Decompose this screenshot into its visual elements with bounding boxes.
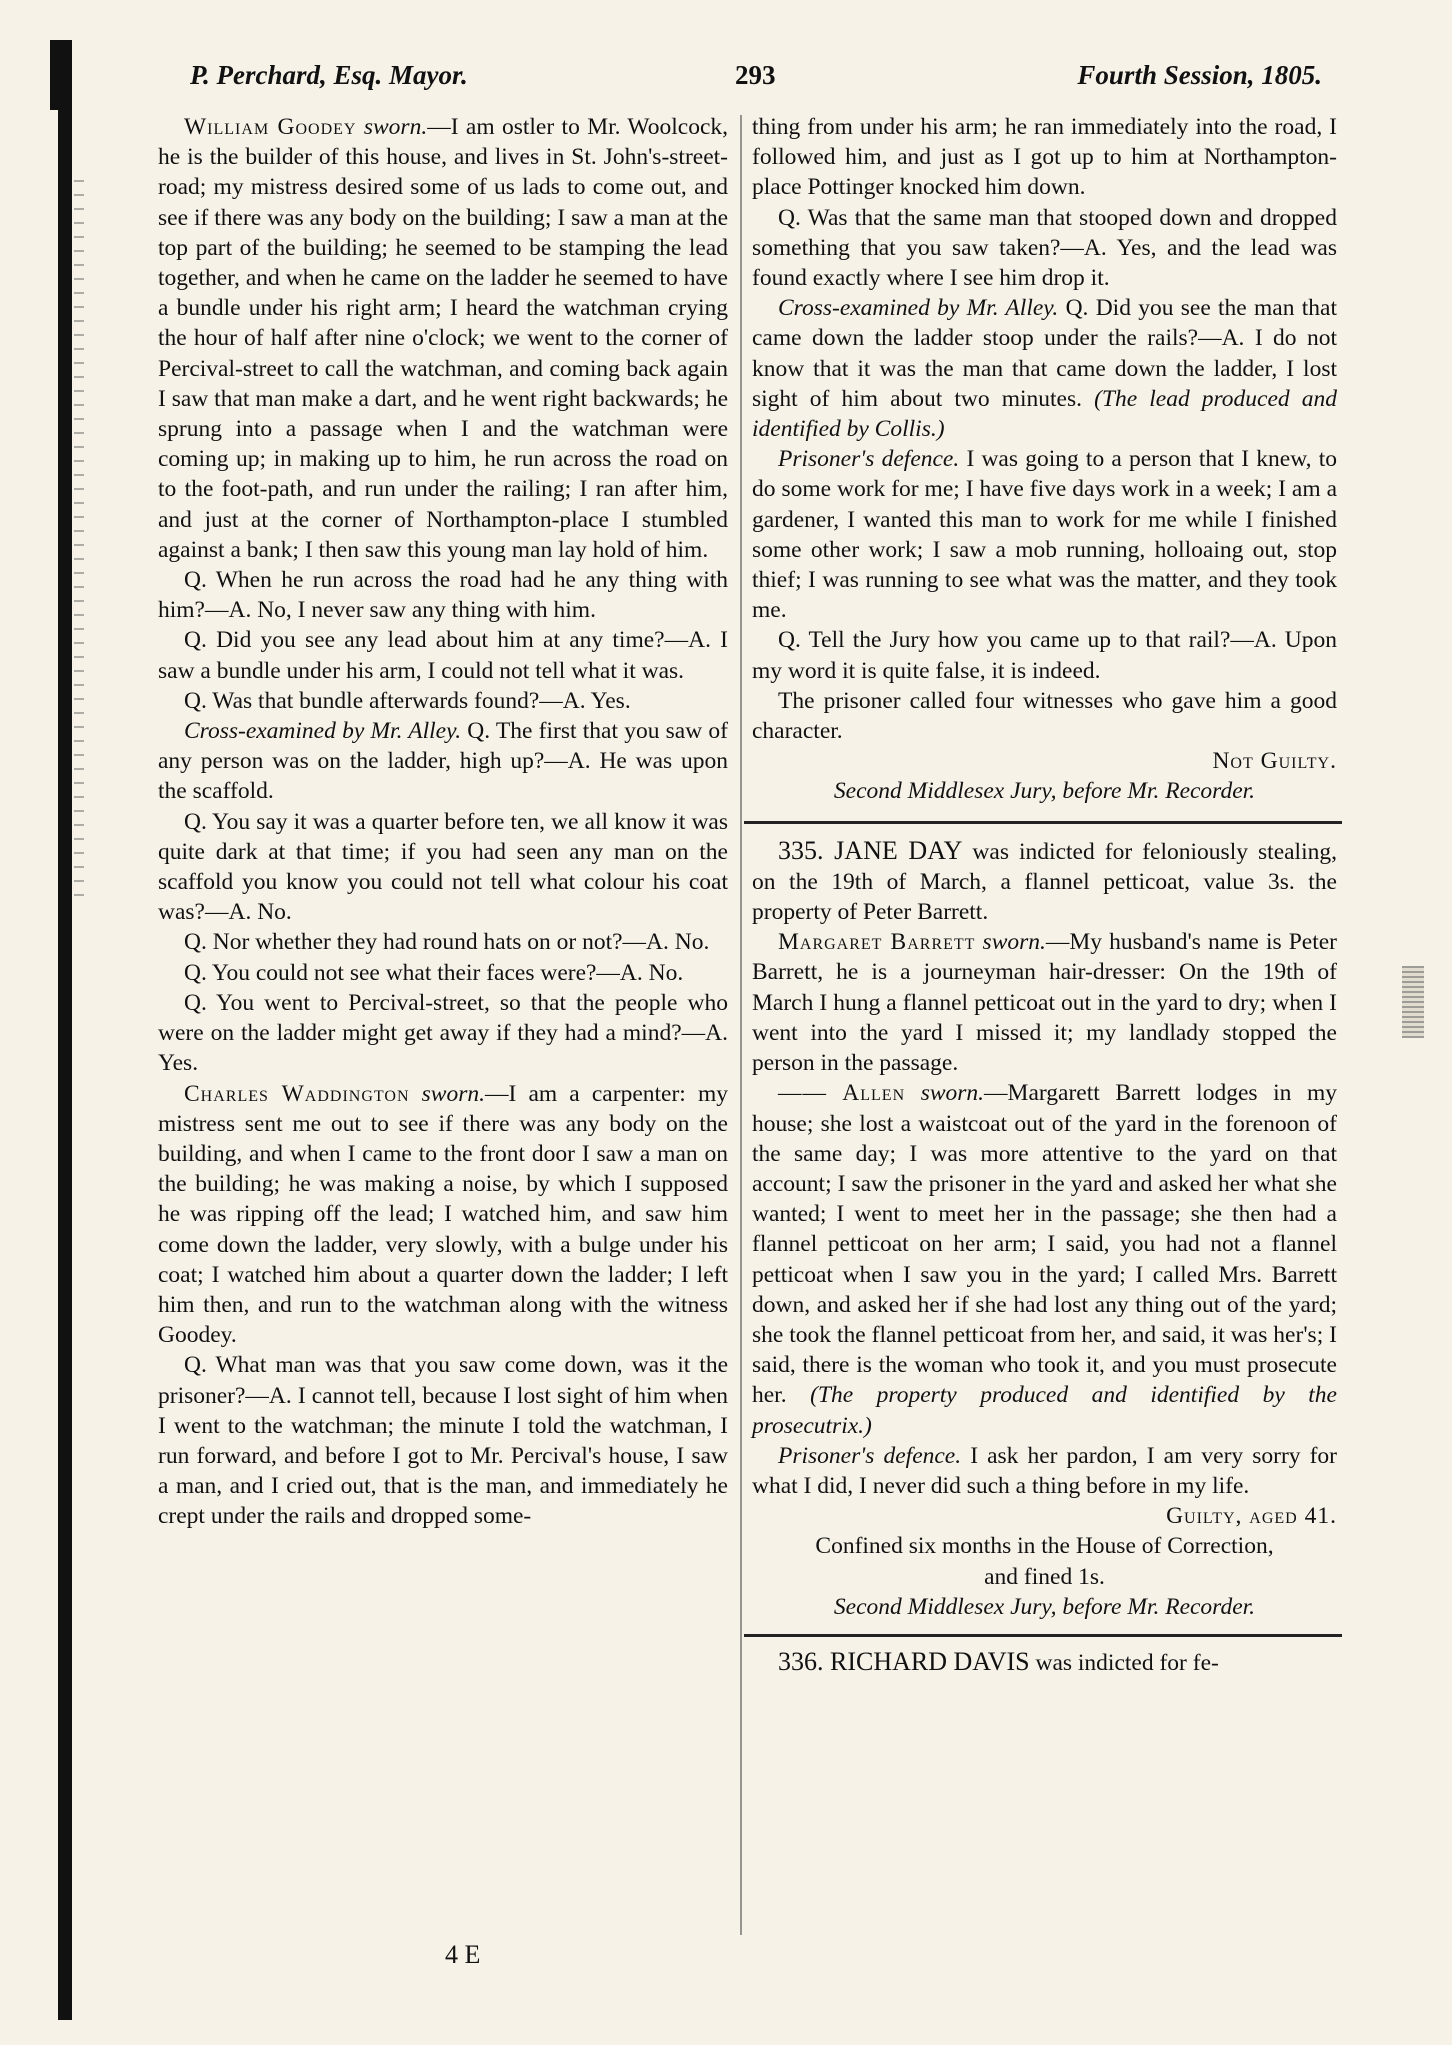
testimony-text: Q. The first that you saw of any person was on the ladder, high up?—A. He was upon the scaffold. bbox=[158, 718, 728, 805]
left-paragraph bbox=[158, 958, 728, 988]
witness-name: —— Allen bbox=[778, 1080, 906, 1107]
testimony-text: Q. What man was that you saw come down, was it the prisoner?—A. I cannot tell, because I lost sight of him when I went to the watchman; the minute I told the watchman, I run forward, and before I got to Mr. Percival's house, I saw a man, and I cried out, that is the man, and immediately he crept under the rails and dropped some- bbox=[158, 1352, 728, 1530]
witness-name: Charles Waddington bbox=[184, 1080, 410, 1107]
testimony-text: Q. When he run across the road had he any thing with him?—A. No, I never saw any thing with him. bbox=[158, 567, 728, 624]
case335-paragraph bbox=[752, 927, 1337, 1078]
testimony-text: Q. Did you see any lead about him at any time?—A. I saw a bundle under his arm, I could not tell what it was. bbox=[158, 627, 728, 684]
section-label: Cross-examined by Mr. Alley. bbox=[778, 295, 1059, 322]
testimony-text: I ask her pardon, I am very sorry for what I did, I never did such a thing before in my life. bbox=[752, 1442, 1338, 1499]
left-column bbox=[158, 112, 728, 1532]
folio-signature: 4 E bbox=[445, 1940, 481, 1969]
testimony-text: —I am a carpenter: my mistress sent me out to see if there was any body on the building, and when I came to the front door I saw a man on the building; he was making a noise, by which I supposed he was ripping off the lead; I watched him, and saw him come down the ladder, very slowly, with a bulge under his coat; I watched him about a quarter down the ladder; I left him then, and run to the watchman along with the witness Goodey. bbox=[158, 1080, 728, 1349]
right-paragraph bbox=[752, 625, 1337, 685]
court-note-2: Second Middlesex Jury, before Mr. Recorder. bbox=[833, 1593, 1256, 1620]
section-label: Prisoner's defence. bbox=[778, 446, 960, 473]
testimony-text: —I am ostler to Mr. Woolcock, he is the builder of this house, and lives in St. John's-street-road; my mistress desired some of us lads to come out, and see if there was any body on the building; I saw a man at the top part of the building; he seemed to be stamping the lead together, and when he came on the ladder he seemed to have a bundle under his right arm; I heard the watchman crying the hour of half after nine o'clock; we went to the corner of Percival-street to call the watchman, and coming back again I saw that man make a dart, and he went right backwards; he sprung into a passage when I and the watchman were coming up; in making up to him, he run across the road on to the foot-path, and run under the railing; I ran after him, and just at the corner of Northampton-place I stumbled against a bank; I then saw this young man lay hold of him. bbox=[158, 114, 728, 563]
sworn-label: sworn. bbox=[905, 1080, 985, 1107]
left-paragraph bbox=[158, 686, 728, 716]
left-paragraph bbox=[158, 625, 728, 685]
case335-paragraph bbox=[752, 1078, 1337, 1440]
right-paragraph bbox=[752, 444, 1337, 625]
binding-edge bbox=[58, 40, 72, 2020]
testimony-text: was indicted for feloniously stealing, on the 19th of March, a flannel petticoat, value 3s. the property of Peter Barrett. bbox=[752, 838, 1337, 926]
case-334-continuation bbox=[752, 112, 1337, 746]
margin-ink-mark bbox=[1402, 966, 1424, 1038]
left-paragraph bbox=[158, 927, 728, 957]
right-paragraph bbox=[752, 293, 1337, 444]
testimony-text: —My husband's name is Peter Barrett, he is a journeyman hair-dresser: On the 19th of March I hung a flannel petticoat out in the yard to dry; when I went into the yard I missed it; my landlady stopped the person in the passage. bbox=[752, 929, 1338, 1077]
testimony-text: Q. You could not see what their faces were?—A. No. bbox=[184, 959, 684, 986]
testimony-text: thing from under his arm; he ran immediately into the road, I followed him, and just as I got up to him at Northampton-place Pottinger knocked him down. bbox=[752, 114, 1337, 201]
sentence: Confined six months in the House of Correction, bbox=[815, 1533, 1274, 1560]
page-header bbox=[150, 60, 1350, 106]
left-paragraph bbox=[158, 565, 728, 625]
section-label: Prisoner's defence. bbox=[778, 1442, 962, 1469]
testimony-text: Q. Was that the same man that stooped down and dropped something that you saw taken?—A. Yes, and the lead was found exactly where I see him drop it. bbox=[752, 204, 1337, 292]
testimony-text: Q. Did you see the man that came down the ladder stoop under the rails?—A. I do not know that it was the man that came down the ladder, I lost sight of him about two minutes. bbox=[752, 295, 1337, 412]
sworn-label: sworn. bbox=[409, 1080, 485, 1107]
header-session: Fourth Session, 1805. bbox=[1077, 60, 1322, 90]
left-paragraph bbox=[158, 1350, 728, 1531]
case-335 bbox=[752, 836, 1337, 1501]
left-paragraph bbox=[158, 1079, 728, 1351]
testimony-text: Q. Tell the Jury how you came up to that rail?—A. Upon my word it is quite false, it is indeed. bbox=[752, 627, 1337, 684]
verdict-guilty: Guilty, aged 41. bbox=[1166, 1503, 1337, 1530]
column-separator bbox=[740, 115, 742, 1935]
case-336-heading: 336. RICHARD DAVIS was indicted for fe- bbox=[778, 1646, 1219, 1676]
page-number: 293 bbox=[735, 60, 776, 90]
header-mayor: P. Perchard, Esq. Mayor. bbox=[190, 60, 468, 90]
left-paragraph bbox=[158, 716, 728, 807]
left-paragraph bbox=[158, 988, 728, 1079]
testimony-text: —Margarett Barrett lodges in my house; she lost a waistcoat out of the yard in the forenoon of the same day; I was more attentive to the yard on that account; I saw the prisoner in the yard and asked her what she wanted; I went to meet her in the passage; she then had a flannel petticoat on her arm; I said, you had not a flannel petticoat when I saw you in the yard; I called Mrs. Barrett down, and asked her if she had lost any thing out of the yard; she took the flannel petticoat from her, and said, it was her's; I said, there is the woman who took it, and you must prosecute her. bbox=[752, 1080, 1337, 1409]
court-remark: (The lead produced and identified by Collis.) bbox=[752, 385, 1337, 443]
testimony-text: I was going to a person that I knew, to do some work for me; I have five days work in a week; I am a gardener, I wanted this man to work for me while I finished some other work; I saw a mob running, holloaing out, stop thief; I was running to see what was the matter, and they took me. bbox=[752, 446, 1338, 624]
testimony-text: Q. You say it was a quarter before ten, we all know it was quite dark at that time; if you had seen any man on the scaffold you know you could not tell what colour his coat was?—A. No. bbox=[158, 808, 728, 926]
testimony-text: Q. You went to Percival-street, so that the people who were on the ladder might get away if they had a mind?—A. Yes. bbox=[158, 989, 728, 1077]
binding-shadow bbox=[74, 180, 84, 900]
testimony-text: The prisoner called four witnesses who gave him a good character. bbox=[752, 687, 1337, 745]
right-paragraph bbox=[752, 112, 1337, 203]
right-paragraph bbox=[752, 203, 1337, 294]
testimony-text: Q. Was that bundle afterwards found?—A. Yes. bbox=[184, 687, 631, 714]
section-rule-2 bbox=[744, 1634, 1342, 1637]
sworn-label: sworn. bbox=[356, 114, 428, 140]
case335-paragraph bbox=[752, 836, 1337, 928]
witness-name: William Goodey bbox=[184, 114, 357, 140]
right-column bbox=[752, 112, 1337, 1678]
testimony-text: Q. Nor whether they had round hats on or not?—A. No. bbox=[184, 929, 710, 956]
left-paragraph bbox=[158, 112, 728, 565]
sentence-fine: and fined 1s. bbox=[984, 1563, 1105, 1590]
left-paragraph bbox=[158, 807, 728, 928]
case335-paragraph bbox=[752, 1441, 1337, 1501]
court-remark: (The property produced and identified by the prosecutrix.) bbox=[752, 1382, 1337, 1439]
verdict-not-guilty: Not Guilty. bbox=[1212, 748, 1337, 775]
right-paragraph bbox=[752, 686, 1337, 746]
case-title: 335. JANE DAY bbox=[778, 835, 963, 865]
section-label: Cross-examined by Mr. Alley. bbox=[184, 718, 462, 745]
section-rule bbox=[744, 821, 1342, 824]
witness-name: Margaret Barrett bbox=[778, 929, 976, 956]
sworn-label: sworn. bbox=[975, 929, 1046, 956]
court-note: Second Middlesex Jury, before Mr. Recorder. bbox=[833, 778, 1256, 805]
